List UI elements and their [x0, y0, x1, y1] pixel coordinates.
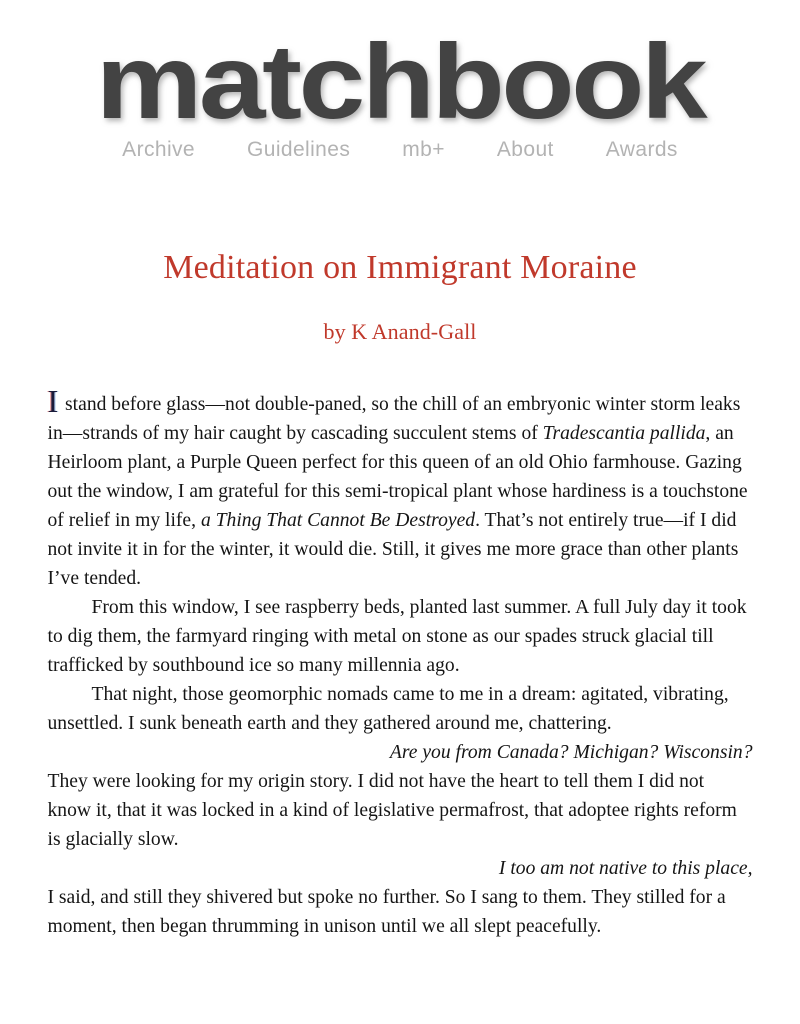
- nav-item-guidelines[interactable]: Guidelines: [247, 138, 351, 162]
- paragraph-text: I too am not native to this place,: [498, 858, 753, 880]
- primary-navigation: [0, 138, 800, 162]
- paragraph-text: They were looking for my origin story. I did not have the heart to tell them I did not know it, that it was locked in a kind of legislative permafrost, that adoptee rights reform is glacially slow.: [47, 771, 737, 851]
- site-logo[interactable]: matchbook: [95, 23, 705, 141]
- article-paragraph: [48, 681, 753, 739]
- nav-item-about[interactable]: About: [496, 138, 554, 162]
- paragraph-text: From this window, I see raspberry beds, planted last summer. A full July day it took to dig them, the farmyard ringing with metal on stone as our spades struck glacial till trafficked by southbound ice so many millennia ago.: [47, 597, 747, 677]
- nav-item-archive[interactable]: Archive: [122, 138, 195, 162]
- article-paragraph: [48, 884, 753, 942]
- article-header: [0, 248, 800, 345]
- article-body: [48, 345, 753, 942]
- emphasis-text: a Thing That Cannot Be Destroyed: [200, 510, 476, 532]
- paragraph-text: Are you from Canada? Michigan? Wisconsin?: [389, 742, 753, 764]
- paragraph-text: That night, those geomorphic nomads came to me in a dream: agitated, vibrating, unsettled. I sunk beneath earth and they gathered around me, chattering.: [47, 684, 729, 735]
- paragraph-text: , an Heirloom plant, a Purple Queen perfect for this queen of an old Ohio farmhouse. Gazing out the window, I am grateful for this semi-tropical plant whose hardiness is a touchstone of relief in my life,: [47, 423, 748, 532]
- site-masthead: [0, 0, 800, 162]
- article-paragraph: [48, 768, 753, 855]
- article-title: Meditation on Immigrant Moraine: [163, 249, 637, 287]
- article-byline: by K Anand-Gall: [323, 319, 477, 345]
- paragraph-text: I said, and still they shivered but spoke no further. So I sang to them. They stilled for a moment, then began thrumming in unison until we all slept peacefully.: [47, 887, 726, 938]
- article-paragraph: [47, 383, 753, 594]
- article-paragraph: [48, 855, 753, 884]
- nav-item-awards[interactable]: Awards: [605, 138, 678, 162]
- paragraph-text: stand before glass—not double-paned, so the chill of an embryonic winter storm leaks in—strands of my hair caught by cascading succulent stems of: [47, 394, 741, 445]
- article-paragraph: [48, 739, 753, 768]
- drop-cap: I: [47, 383, 59, 420]
- nav-item-mbplus[interactable]: mb+: [402, 138, 445, 162]
- emphasis-text: Tradescantia pallida: [542, 423, 706, 445]
- paragraph-text: . That’s not entirely true—if I did not invite it in for the winter, it would die. Still, it gives me more grace than other plants I’ve tended.: [47, 510, 739, 590]
- article-paragraph: [48, 594, 753, 681]
